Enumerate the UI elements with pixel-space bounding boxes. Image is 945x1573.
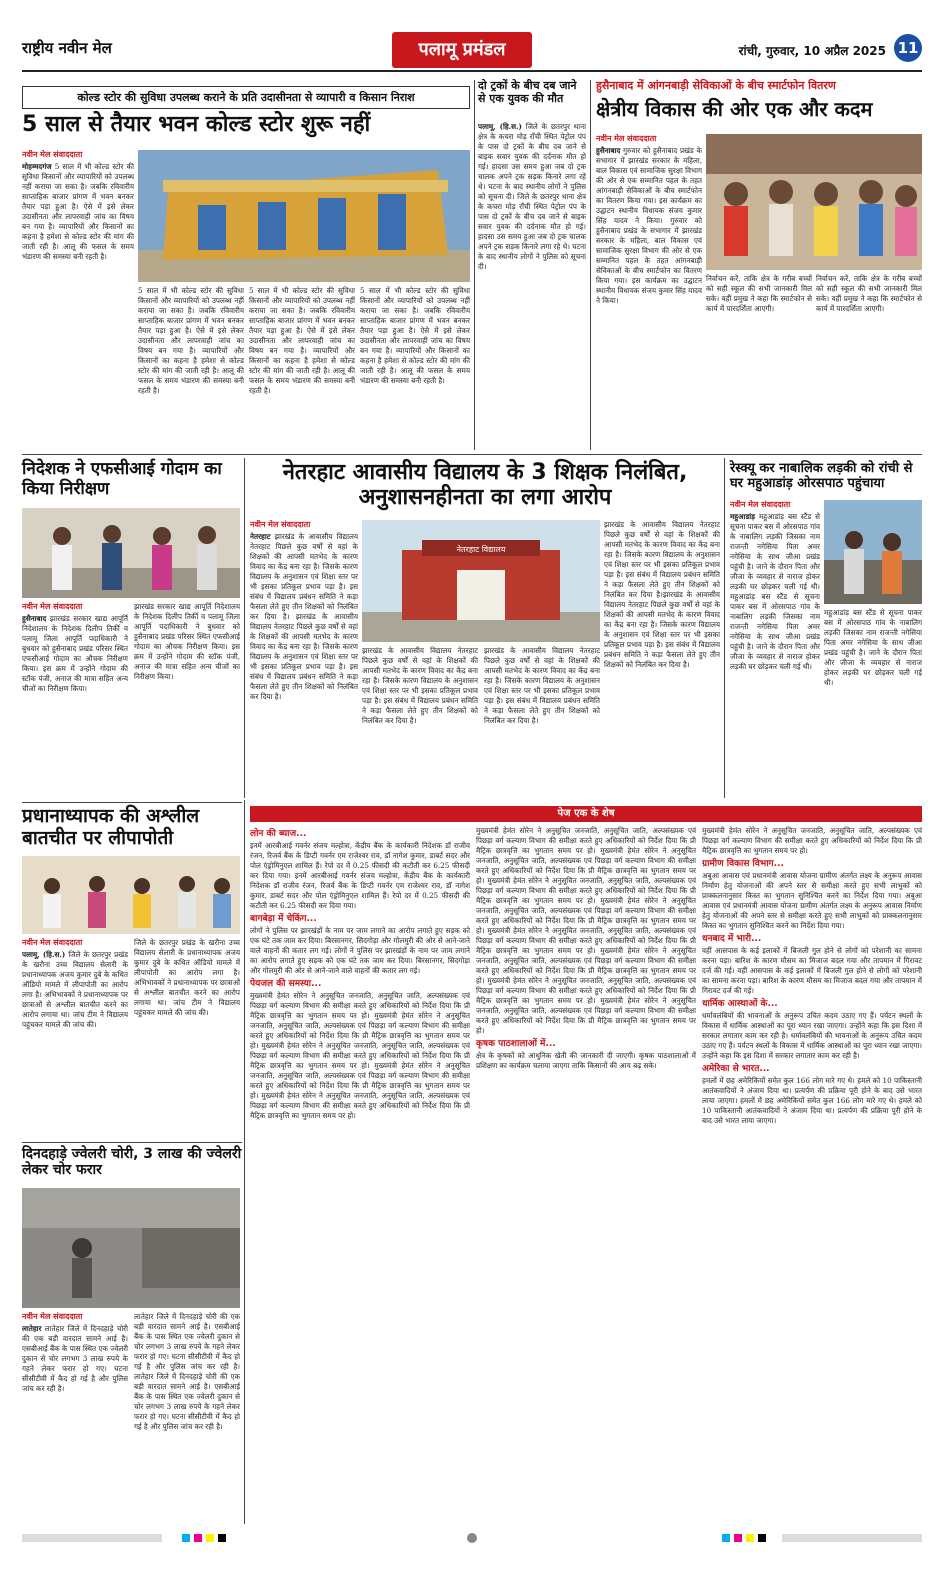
fci-body-col2 — [134, 602, 240, 798]
jewelry-cctv-photo — [22, 1188, 240, 1308]
continued-body-cont: वहीं आसपास के कई इलाकों में बिजली गुल होने से लोगों को परेशानी का सामना करना पड़ा। बारिश के कारण मौसम का मिजाज बदल गया और तापमान में गिरावट दर्ज की गई। — [702, 966, 922, 995]
rescue-place: महुआडांड़ — [730, 512, 756, 521]
netarhat-place: नेतरहाट — [250, 532, 271, 541]
netarhat-body-cont2: झारखंड के आवासीय विद्यालय नेतरहाट पिछले कुछ वर्षों से वहां के शिक्षकों की आपसी मतभेद के कारण विवाद का केंद्र बना रहा है। जिसके कारण विद्यालय के अनुशासन एवं शिक्षा स्तर पर भी इसका प्रतिकूल प्रभाव पड़ा है। इस संबंध में विद्यालय प्रबंधन समिति ने कड़ा फैसला लेते हुए तीन शिक्षकों को निलंबित कर दिया है। — [484, 646, 600, 725]
continued-body: मुख्यमंत्री हेमंत सोरेन ने अनुसूचित जनजाति, अनुसूचित जाति, अल्पसंख्यक एवं पिछड़ा वर्ग कल्याण विभाग की समीक्षा करते हुए अधिकारियों को निर्देश दिया कि प्री मैट्रिक छात्रवृत्ति का भुगतान समय पर हो। — [250, 991, 470, 1020]
continued-body: इनमें आरबीआई गवर्नर संजय मल्होत्रा, केंद्रीय बैंक के कार्यकारी निदेशक डॉ राजीव रंजन, रिजर्व बैंक के डिप्टी गवर्नर एम राजेश्वर राव, डॉ नागेश कुमार, डाबर्ट सदर और पोल एंड्रोमिनुएल शामिल हैं। रेपो दर में 0.25 फीसदी की कटौती कर 6.25 फीसदी कर दिया गया। — [250, 841, 470, 880]
gate-label: नेतरहाट विद्यालय — [456, 545, 506, 554]
hussainabad-body-text-cont: गुरुवार को हुसैनाबाद प्रखंड के सभागार में झारखंड सरकार के महिला, बाल विकास एवं सामाजिक सुरक्षा विभाग की ओर से एक सम्मानित पहल के तहत आंगनबाड़ी सेविकाओं के बीच स्मार्टफोन का वितरण किया गया। इस कार्यक्रम का उद्घाटन स्थानीय विधायक संजय कुमार सिंह यादव ने किया। — [596, 216, 702, 305]
cold-store-body: 5 साल में भी कोल्ड स्टोर की सुविधा किसानों और व्यापारियों को उपलब्ध नहीं कराया जा सका है। जबकि रविवारीय साप्ताहिक बाजार प्रांगण में भवन बनकर तैयार पड़ा हुआ है। ऐसे में इसे लेकर उदासीनता और लापरवाही जांच का विषय बन गया है। व्यापारियों और किसानों का कहना है हमेशा से कोल्ड स्टोर की मांग की जाती रही है। आलू की फसल के समय भंडारण की समस्या बनी रहती है। — [22, 162, 134, 261]
headmaster-place: पलामू, (हि.स.) — [22, 950, 66, 959]
continued-body-cont: मुख्यमंत्री हेमंत सोरेन ने अनुसूचित जनजाति, अनुसूचित जाति, अल्पसंख्यक एवं पिछड़ा वर्ग कल्याण विभाग की समीक्षा करते हुए अधिकारियों को निर्देश दिया कि प्री मैट्रिक छात्रवृत्ति का भुगतान समय पर हो। — [476, 896, 696, 935]
jewelry-place: लातेहार — [22, 1324, 42, 1333]
hussainabad-byline: नवीन मेल संवाददाता — [596, 134, 657, 143]
netarhat-byline: नवीन मेल संवाददाता — [250, 520, 311, 529]
continued-title: पेयजल की समस्या... — [250, 979, 322, 989]
continued-body: वहीं आसपास के कई इलाकों में बिजली गुल होने से लोगों को परेशानी का सामना करना पड़ा। बारिश के कारण मौसम का मिजाज बदल गया और तापमान में गिरावट दर्ज की गई। — [702, 946, 922, 975]
continued-title: धार्मिक आस्थाओं के... — [702, 999, 778, 1009]
cold-store-place: मोहम्मदगंज — [22, 162, 52, 171]
hussainabad-body-col3 — [816, 274, 922, 450]
continued-body-cont: मुख्यमंत्री हेमंत सोरेन ने अनुसूचित जनजाति, अनुसूचित जाति, अल्पसंख्यक एवं पिछड़ा वर्ग कल्याण विभाग की समीक्षा करते हुए अधिकारियों को निर्देश दिया कि प्री मैट्रिक छात्रवृत्ति का भुगतान समय पर हो। — [702, 826, 922, 855]
print-registration-marks — [22, 1530, 922, 1544]
divider — [22, 454, 922, 455]
continued-body-cont: मुख्यमंत्री हेमंत सोरेन ने अनुसूचित जनजाति, अनुसूचित जाति, अल्पसंख्यक एवं पिछड़ा वर्ग कल्याण विभाग की समीक्षा करते हुए अधिकारियों को निर्देश दिया कि प्री मैट्रिक छात्रवृत्ति का भुगतान समय पर हो। — [250, 1091, 470, 1120]
truck-body-text: जिले के छतरपुर थाना क्षेत्र के कचरा मोड़ राँची स्थित पेट्रोल पंप के पास दो ट्रकों के बीच दब जाने से बाइक सवार युवक की दर्दनाक मौत हो गई। हादसा उस समय हुआ जब दो ट्रक चालक अपने ट्रक सड़क किनारे लगा रहे थे। घटना के बाद स्थानीय लोगों ने पुलिस को सूचना दी। — [478, 122, 586, 201]
headmaster-headline: प्रधानाध्यापक की अश्लील बातचीत पर लीपापोती — [22, 805, 200, 849]
netarhat-body-col2 — [362, 646, 478, 798]
continued-body-cont: मुख्यमंत्री हेमंत सोरेन ने अनुसूचित जनजाति, अनुसूचित जाति, अल्पसंख्यक एवं पिछड़ा वर्ग कल्याण विभाग की समीक्षा करते हुए अधिकारियों को निर्देश दिया कि प्री मैट्रिक छात्रवृत्ति का भुगतान समय पर हो। — [476, 846, 696, 885]
continued-body-cont: मुख्यमंत्री हेमंत सोरेन ने अनुसूचित जनजाति, अनुसूचित जाति, अल्पसंख्यक एवं पिछड़ा वर्ग कल्याण विभाग की समीक्षा करते हुए अधिकारियों को निर्देश दिया कि प्री मैट्रिक छात्रवृत्ति का भुगतान समय पर हो। — [476, 926, 696, 955]
continued-body-cont: मुख्यमंत्री हेमंत सोरेन ने अनुसूचित जनजाति, अनुसूचित जाति, अल्पसंख्यक एवं पिछड़ा वर्ग कल्याण विभाग की समीक्षा करते हुए अधिकारियों को निर्देश दिया कि प्री मैट्रिक छात्रवृत्ति का भुगतान समय पर हो। — [476, 826, 696, 855]
hussainabad-kicker: हुसैनाबाद में आंगनबाड़ी सेविकाओं के बीच स्मार्टफोन वितरण — [596, 79, 836, 92]
truck-body-text-cont: जिले के छतरपुर थाना क्षेत्र के कचरा मोड़ राँची स्थित पेट्रोल पंप के पास दो ट्रकों के बीच दब जाने से बाइक सवार युवक की दर्दनाक मौत हो गई। हादसा उस समय हुआ जब दो ट्रक चालक अपने ट्रक सड़क किनारे लगा रहे थे। घटना के बाद स्थानीय लोगों ने पुलिस को सूचना दी। — [478, 192, 586, 271]
cold-store-body-col4 — [360, 286, 470, 446]
jewelry-byline: नवीन मेल संवाददाता — [22, 1312, 83, 1321]
continued-body-cont: मुख्यमंत्री हेमंत सोरेन ने अनुसूचित जनजाति, अनुसूचित जाति, अल्पसंख्यक एवं पिछड़ा वर्ग कल्याण विभाग की समीक्षा करते हुए अधिकारियों को निर्देश दिया कि प्री मैट्रिक छात्रवृत्ति का भुगतान समय पर हो। — [250, 1061, 470, 1100]
truck-place: पलामू, (हि.स.) — [478, 122, 522, 131]
continued-title: लोन की ब्याज... — [250, 829, 307, 839]
hussainabad-photo — [706, 134, 922, 270]
netarhat-body-cont4: झारखंड के आवासीय विद्यालय नेतरहाट पिछले कुछ वर्षों से वहां के शिक्षकों की आपसी मतभेद के कारण विवाद का केंद्र बना रहा है। जिसके कारण विद्यालय के अनुशासन एवं शिक्षा स्तर पर भी इसका प्रतिकूल प्रभाव पड़ा है। इस संबंध में विद्यालय प्रबंधन समिति ने कड़ा फैसला लेते हुए तीन शिक्षकों को निलंबित कर दिया है। — [604, 590, 720, 669]
continued-title: धनबाद में भारी... — [702, 934, 762, 944]
divider — [22, 1142, 242, 1143]
section-banner: पलामू प्रमंडल — [392, 32, 532, 68]
netarhat-body-cont: झारखंड के आवासीय विद्यालय नेतरहाट पिछले कुछ वर्षों से वहां के शिक्षकों की आपसी मतभेद के कारण विवाद का केंद्र बना रहा है। जिसके कारण विद्यालय के अनुशासन एवं शिक्षा स्तर पर भी इसका प्रतिकूल प्रभाव पड़ा है। इस संबंध में विद्यालय प्रबंधन समिति ने कड़ा फैसला लेते हुए तीन शिक्षकों को निलंबित कर दिया है। — [362, 646, 478, 725]
hussainabad-place: हुसैनाबाद — [596, 146, 621, 155]
continued-body-cont: मुख्यमंत्री हेमंत सोरेन ने अनुसूचित जनजाति, अनुसूचित जाति, अल्पसंख्यक एवं पिछड़ा वर्ग कल्याण विभाग की समीक्षा करते हुए अधिकारियों को निर्देश दिया कि प्री मैट्रिक छात्रवृत्ति का भुगतान समय पर हो। — [476, 996, 696, 1035]
continued-col1 — [250, 826, 470, 1522]
continued-body-cont: धर्मावलंबियों की भावनाओं के अनुरूप उचित कदम उठाए गए हैं। पर्यटन स्थलों के विकास में धार्मिक आस्थाओं का पूरा ध्यान रखा जाएगा। उन्होंने कहा कि इस दिशा में सरकार लगातार काम कर रही है। — [702, 1031, 922, 1060]
continued-body-cont: मुख्यमंत्री हेमंत सोरेन ने अनुसूचित जनजाति, अनुसूचित जाति, अल्पसंख्यक एवं पिछड़ा वर्ग कल्याण विभाग की समीक्षा करते हुए अधिकारियों को निर्देश दिया कि प्री मैट्रिक छात्रवृत्ति का भुगतान समय पर हो। — [250, 1041, 470, 1070]
cold-store-body-cont2: 5 साल में भी कोल्ड स्टोर की सुविधा किसानों और व्यापारियों को उपलब्ध नहीं कराया जा सका है। जबकि रविवारीय साप्ताहिक बाजार प्रांगण में भवन बनकर तैयार पड़ा हुआ है। ऐसे में इसे लेकर उदासीनता और लापरवाही जांच का विषय बन गया है। व्यापारियों और किसानों का कहना है हमेशा से कोल्ड स्टोर की मांग की जाती रही है। आलू की फसल के समय भंडारण की समस्या बनी रहती है। — [249, 286, 355, 395]
headmaster-body-text: जिले के छतरपुर प्रखंड के खरौना उच्च विद्यालय सेलारी के प्रधानाध्यापक अजय कुमार दुबे के कथित ऑडियो मामले में लीपापोती का आरोप लगा है। अभिभावकों ने प्रधानाध्यापक पर छात्राओं से अश्लील बातचीत करने का आरोप लगाया था। जांच टीम ने विद्यालय पहुंचकर मामले की जांच की। — [22, 950, 128, 1029]
rescue-body — [730, 500, 820, 798]
rescue-headline: रेस्क्यू कर नाबालिक लड़की को रांची से घर महुआडांड़ ओरसपाठ पहुंचाया — [730, 461, 913, 491]
divider — [244, 458, 245, 798]
headmaster-body — [22, 938, 128, 1138]
continued-title: कृषक पाठशालाओं में... — [476, 1039, 556, 1049]
continued-col2 — [476, 826, 696, 1522]
fci-place: हुसैनाबाद — [22, 614, 47, 623]
fci-photo — [22, 508, 240, 598]
hussainabad-body — [596, 134, 702, 450]
continued-body: लोगों ने पुलिस पर झारखंड़ों के नाम पर जाम लगाने का आरोप लगाते हुए सड़क को एक घंटे तक जाम कर दिया। बिरसानगर, सिदगोड़ा और गोलमुरी की ओर से आने-जाने वाले वाहनों की कतार लग गई। — [250, 926, 470, 955]
netarhat-body-text: झारखंड के आवासीय विद्यालय नेतरहाट पिछले कुछ वर्षों से वहां के शिक्षकों की आपसी मतभेद के कारण विवाद का केंद्र बना रहा है। जिसके कारण विद्यालय के अनुशासन एवं शिक्षा स्तर पर भी इसका प्रतिकूल प्रभाव पड़ा है। इस संबंध में विद्यालय प्रबंधन समिति ने कड़ा फैसला लेते हुए तीन शिक्षकों को निलंबित कर दिया है। — [250, 532, 358, 621]
cold-store-body-col1 — [22, 150, 134, 446]
jewelry-body — [22, 1312, 128, 1522]
cold-store-kicker: कोल्ड स्टोर की सुविधा उपलब्ध कराने के प्रति उदासीनता से व्यापारी व किसान निराश — [22, 86, 470, 109]
page-number: 11 — [894, 34, 922, 62]
cold-store-photo — [138, 150, 470, 282]
jewelry-body-cont: लातेहार जिले में दिनदहाड़े चोरी की एक बड़ी वारदात सामने आई है। एसबीआई बैंक के पास स्थित एक ज्वेलरी दुकान से चोर लगभग 3 लाख रुपये के गहने लेकर फरार हो गए। घटना सीसीटीवी में कैद हो गई है और पुलिस जांच कर रही है। — [134, 1312, 240, 1371]
headmaster-photo — [22, 856, 240, 934]
netarhat-body-col3 — [484, 646, 600, 798]
dateline: रांची, गुरुवार, 10 अप्रैल 2025 — [738, 44, 886, 58]
netarhat-headline: नेतरहाट आवासीय विद्यालय के 3 शिक्षक निलंबित, अनुशासनहीनता का लगा आरोप — [282, 460, 688, 511]
continued-body-cont: अबुआ आवास एवं प्रधानमंत्री आवास योजना ग्रामीण अंतर्गत लक्ष्य के अनुरूप आवास निर्माण हेतु योजनाओं की अपने स्तर से समीक्षा करते हुए सभी लाभुकों को प्राक्कलनानुसार किस्त का भुगतान सुनिश्चित करने का निर्देश दिया गया। — [702, 891, 922, 930]
continued-body: धर्मावलंबियों की भावनाओं के अनुरूप उचित कदम उठाए गए हैं। पर्यटन स्थलों के विकास में धार्मिक आस्थाओं का पूरा ध्यान रखा जाएगा। उन्होंने कहा कि इस दिशा में सरकार लगातार काम कर रही है। — [702, 1011, 922, 1040]
headmaster-body-col2 — [134, 938, 240, 1138]
continued-body-cont: मुख्यमंत्री हेमंत सोरेन ने अनुसूचित जनजाति, अनुसूचित जाति, अल्पसंख्यक एवं पिछड़ा वर्ग कल्याण विभाग की समीक्षा करते हुए अधिकारियों को निर्देश दिया कि प्री मैट्रिक छात्रवृत्ति का भुगतान समय पर हो। — [476, 976, 696, 1005]
fci-body-cont: झारखंड सरकार खाद्य आपूर्ति निदेशालय के निदेशक दिलीप तिर्की व पलामू जिला आपूर्ति पदाधिकारी ने बुधवार को हुसैनाबाद प्रखंड परिसर स्थित एफसीआई गोदाम का औचक निरीक्षण किया। इस क्रम में उन्होंने गोदाम की स्टॉक पंजी, अनाज की मात्रा सहित अन्य चीजों का निरीक्षण किया। — [134, 602, 240, 681]
netarhat-body-cont3: झारखंड के आवासीय विद्यालय नेतरहाट पिछले कुछ वर्षों से वहां के शिक्षकों की आपसी मतभेद के कारण विवाद का केंद्र बना रहा है। जिसके कारण विद्यालय के अनुशासन एवं शिक्षा स्तर पर भी इसका प्रतिकूल प्रभाव पड़ा है। इस संबंध में विद्यालय प्रबंधन समिति ने कड़ा फैसला लेते हुए तीन शिक्षकों को निलंबित कर दिया है। — [604, 520, 720, 599]
rescue-body-text-cont: महुआडांड़ बस स्टैंड से सूचना पाकर बस में ओरसपाठ गांव के नाबालिग लड़की जिसका नाम राजन्ती नगेसिया पिता अमर नगेसिया के साथ जीआ प्रखंड पहुंची है। जाने के दौरान पिता और जीजा के व्यवहार से नाराज होकर लड़की घर छोड़कर चली गई थी। — [730, 592, 820, 671]
cold-store-headline: 5 साल से तैयार भवन कोल्ड स्टोर शुरू नहीं — [22, 112, 371, 137]
paper-name: राष्ट्रीय नवीन मेल — [22, 39, 112, 57]
continued-section-bar: पेज एक के शेष — [250, 806, 922, 822]
cold-store-body-cont: 5 साल में भी कोल्ड स्टोर की सुविधा किसानों और व्यापारियों को उपलब्ध नहीं कराया जा सका है। जबकि रविवारीय साप्ताहिक बाजार प्रांगण में भवन बनकर तैयार पड़ा हुआ है। ऐसे में इसे लेकर उदासीनता और लापरवाही जांच का विषय बन गया है। व्यापारियों और किसानों का कहना है हमेशा से कोल्ड स्टोर की मांग की जाती रही है। आलू की फसल के समय भंडारण की समस्या बनी रहती है। — [138, 286, 244, 395]
hussainabad-headline: क्षेत्रीय विकास की ओर एक और कदम — [596, 97, 873, 121]
jewelry-body-text: लातेहार जिले में दिनदहाड़े चोरी की एक बड़ी वारदात सामने आई है। एसबीआई बैंक के पास स्थित एक ज्वेलरी दुकान से चोर लगभग 3 लाख रुपये के गहने लेकर फरार हो गए। घटना सीसीटीवी में कैद हो गई है और पुलिस जांच कर रही है। — [22, 1324, 128, 1393]
headmaster-body-cont: जिले के छतरपुर प्रखंड के खरौना उच्च विद्यालय सेलारी के प्रधानाध्यापक अजय कुमार दुबे के कथित ऑडियो मामले में लीपापोती का आरोप लगा है। अभिभावकों ने प्रधानाध्यापक पर छात्राओं से अश्लील बातचीत करने का आरोप लगाया था। जांच टीम ने विद्यालय पहुंचकर मामले की जांच की। — [134, 938, 240, 1017]
jewelry-body-cont2: लातेहार जिले में दिनदहाड़े चोरी की एक बड़ी वारदात सामने आई है। एसबीआई बैंक के पास स्थित एक ज्वेलरी दुकान से चोर लगभग 3 लाख रुपये के गहने लेकर फरार हो गए। घटना सीसीटीवी में कैद हो गई है और पुलिस जांच कर रही है। — [134, 1372, 240, 1431]
cold-store-byline: नवीन मेल संवाददाता — [22, 150, 83, 159]
fci-body — [22, 602, 128, 798]
continued-body: अबुआ आवास एवं प्रधानमंत्री आवास योजना ग्रामीण अंतर्गत लक्ष्य के अनुरूप आवास निर्माण हेतु योजनाओं की अपने स्तर से समीक्षा करते हुए सभी लाभुकों को प्राक्कलनानुसार किस्त का भुगतान सुनिश्चित करने का निर्देश दिया गया। — [702, 871, 922, 900]
continued-body-cont: इनमें आरबीआई गवर्नर संजय मल्होत्रा, केंद्रीय बैंक के कार्यकारी निदेशक डॉ राजीव रंजन, रिजर्व बैंक के डिप्टी गवर्नर एम राजेश्वर राव, डॉ नागेश कुमार, डाबर्ट सदर और पोल एंड्रोमिनुएल शामिल हैं। रेपो दर में 0.25 फीसदी की कटौती कर 6.25 फीसदी कर दिया गया। — [250, 871, 470, 910]
fci-byline: नवीन मेल संवाददाता — [22, 602, 83, 611]
hussainabad-body2: निर्वाचन करें, ताकि क्षेत्र के गरीब बच्चों को सही स्कूल की सभी जानकारी मिल सके। वहीं प्रमुख ने कहा कि स्मार्टफोन से कार्य में पारदर्शिता आएगी। — [706, 274, 812, 313]
continued-title: बागबेड़ा में चेकिंग... — [250, 914, 317, 924]
hussainabad-body-col2 — [706, 274, 812, 450]
rescue-body-col2 — [824, 608, 922, 798]
continued-title: ग्रामीण विकास विभाग... — [702, 859, 784, 869]
headmaster-byline: नवीन मेल संवाददाता — [22, 938, 83, 947]
divider — [474, 80, 475, 450]
cold-store-body-col2 — [138, 286, 244, 446]
hussainabad-body2-cont: निर्वाचन करें, ताकि क्षेत्र के गरीब बच्चों को सही स्कूल की सभी जानकारी मिल सके। वहीं प्रमुख ने कहा कि स्मार्टफोन से कार्य में पारदर्शिता आएगी। — [816, 274, 922, 313]
masthead — [22, 30, 922, 72]
rescue-byline: नवीन मेल संवाददाता — [730, 500, 791, 509]
cold-store-body-cont3: 5 साल में भी कोल्ड स्टोर की सुविधा किसानों और व्यापारियों को उपलब्ध नहीं कराया जा सका है। जबकि रविवारीय साप्ताहिक बाजार प्रांगण में भवन बनकर तैयार पड़ा हुआ है। ऐसे में इसे लेकर उदासीनता और लापरवाही जांच का विषय बन गया है। व्यापारियों और किसानों का कहना है हमेशा से कोल्ड स्टोर की मांग की जाती रही है। आलू की फसल के समय भंडारण की समस्या बनी रहती है। — [360, 286, 470, 385]
truck-headline: दो ट्रकों के बीच दब जाने से एक युवक की मौत — [478, 79, 577, 105]
netarhat-photo — [362, 520, 600, 642]
hussainabad-body-text: गुरुवार को हुसैनाबाद प्रखंड के सभागार में झारखंड सरकार के महिला, बाल विकास एवं सामाजिक सुरक्षा विभाग की ओर से एक सम्मानित पहल के तहत आंगनबाड़ी सेविकाओं के बीच स्मार्टफोन का वितरण किया गया। इस कार्यक्रम का उद्घाटन स्थानीय विधायक संजय कुमार सिंह यादव ने किया। — [596, 146, 702, 225]
continued-body-cont: मुख्यमंत्री हेमंत सोरेन ने अनुसूचित जनजाति, अनुसूचित जाति, अल्पसंख्यक एवं पिछड़ा वर्ग कल्याण विभाग की समीक्षा करते हुए अधिकारियों को निर्देश दिया कि प्री मैट्रिक छात्रवृत्ति का भुगतान समय पर हो। — [476, 946, 696, 985]
fci-headline: निदेशक ने एफसीआई गोदाम का किया निरीक्षण — [22, 459, 222, 499]
continued-body: हमलों में छह अमेरिकियों समेत कुल 166 लोग मारे गए थे। हमले को 10 पाकिस्तानी आतंकवादियों ने अंजाम दिया था। प्रत्यर्पण की प्रक्रिया पूरी होने के बाद उसे भारत लाया जाएगा। — [702, 1076, 922, 1105]
continued-body-cont: लोगों ने पुलिस पर झारखंड़ों के नाम पर जाम लगाने का आरोप लगाते हुए सड़क को एक घंटे तक जाम कर दिया। बिरसानगर, सिदगोड़ा और गोलमुरी की ओर से आने-जाने वाले वाहनों की कतार लग गई। — [250, 946, 470, 975]
rescue-body-cont: महुआडांड़ बस स्टैंड से सूचना पाकर बस में ओरसपाठ गांव के नाबालिग लड़की जिसका नाम राजन्ती नगेसिया पिता अमर नगेसिया के साथ जीआ प्रखंड पहुंची है। जाने के दौरान पिता और जीजा के व्यवहार से नाराज होकर लड़की घर छोड़कर चली गई थी। — [824, 608, 922, 687]
rescue-photo — [824, 500, 922, 604]
continued-col3 — [702, 826, 922, 1522]
rescue-body-text: महुआडांड़ बस स्टैंड से सूचना पाकर बस में ओरसपाठ गांव के नाबालिग लड़की जिसका नाम राजन्ती नगेसिया पिता अमर नगेसिया के साथ जीआ प्रखंड पहुंची है। जाने के दौरान पिता और जीजा के व्यवहार से नाराज होकर लड़की घर छोड़कर चली गई थी। — [730, 512, 820, 591]
fci-body-text: झारखंड सरकार खाद्य आपूर्ति निदेशालय के निदेशक दिलीप तिर्की व पलामू जिला आपूर्ति पदाधिकारी ने बुधवार को हुसैनाबाद प्रखंड परिसर स्थित एफसीआई गोदाम का औचक निरीक्षण किया। इस क्रम में उन्होंने गोदाम की स्टॉक पंजी, अनाज की मात्रा सहित अन्य चीजों का निरीक्षण किया। — [22, 614, 128, 693]
netarhat-body-text-cont: झारखंड के आवासीय विद्यालय नेतरहाट पिछले कुछ वर्षों से वहां के शिक्षकों की आपसी मतभेद के कारण विवाद का केंद्र बना रहा है। जिसके कारण विद्यालय के अनुशासन एवं शिक्षा स्तर पर भी इसका प्रतिकूल प्रभाव पड़ा है। इस संबंध में विद्यालय प्रबंधन समिति ने कड़ा फैसला लेते हुए तीन शिक्षकों को निलंबित कर दिया है। — [250, 612, 358, 701]
netarhat-body-col4 — [604, 520, 720, 798]
continued-body-cont: हमलों में छह अमेरिकियों समेत कुल 166 लोग मारे गए थे। हमले को 10 पाकिस्तानी आतंकवादियों ने अंजाम दिया था। प्रत्यर्पण की प्रक्रिया पूरी होने के बाद उसे भारत लाया जाएगा। — [702, 1096, 922, 1125]
continued-title: अमेरिका से भारत... — [702, 1064, 770, 1074]
divider — [244, 800, 245, 1524]
continued-body-cont: मुख्यमंत्री हेमंत सोरेन ने अनुसूचित जनजाति, अनुसूचित जाति, अल्पसंख्यक एवं पिछड़ा वर्ग कल्याण विभाग की समीक्षा करते हुए अधिकारियों को निर्देश दिया कि प्री मैट्रिक छात्रवृत्ति का भुगतान समय पर हो। — [476, 876, 696, 905]
continued-body-cont: मुख्यमंत्री हेमंत सोरेन ने अनुसूचित जनजाति, अनुसूचित जाति, अल्पसंख्यक एवं पिछड़ा वर्ग कल्याण विभाग की समीक्षा करते हुए अधिकारियों को निर्देश दिया कि प्री मैट्रिक छात्रवृत्ति का भुगतान समय पर हो। — [250, 1011, 470, 1050]
divider — [22, 802, 242, 803]
jewelry-body-col2 — [134, 1312, 240, 1522]
truck-body — [478, 122, 586, 450]
cold-store-body-col3 — [249, 286, 355, 446]
jewelry-headline: दिनदहाड़े ज्वेलरी चोरी, 3 लाख की ज्वेलरी लेकर चोर फरार — [22, 1146, 242, 1179]
divider — [590, 80, 591, 450]
divider — [724, 458, 725, 798]
continued-body: क्षेत्र के कृषकों को आधुनिक खेती की जानकारी दी जाएगी। कृषक पाठशालाओं में प्रशिक्षण का कार्यक्रम चलाया जाएगा ताकि किसानों की आय बढ़ सके। — [476, 1051, 696, 1070]
netarhat-body — [250, 520, 358, 798]
